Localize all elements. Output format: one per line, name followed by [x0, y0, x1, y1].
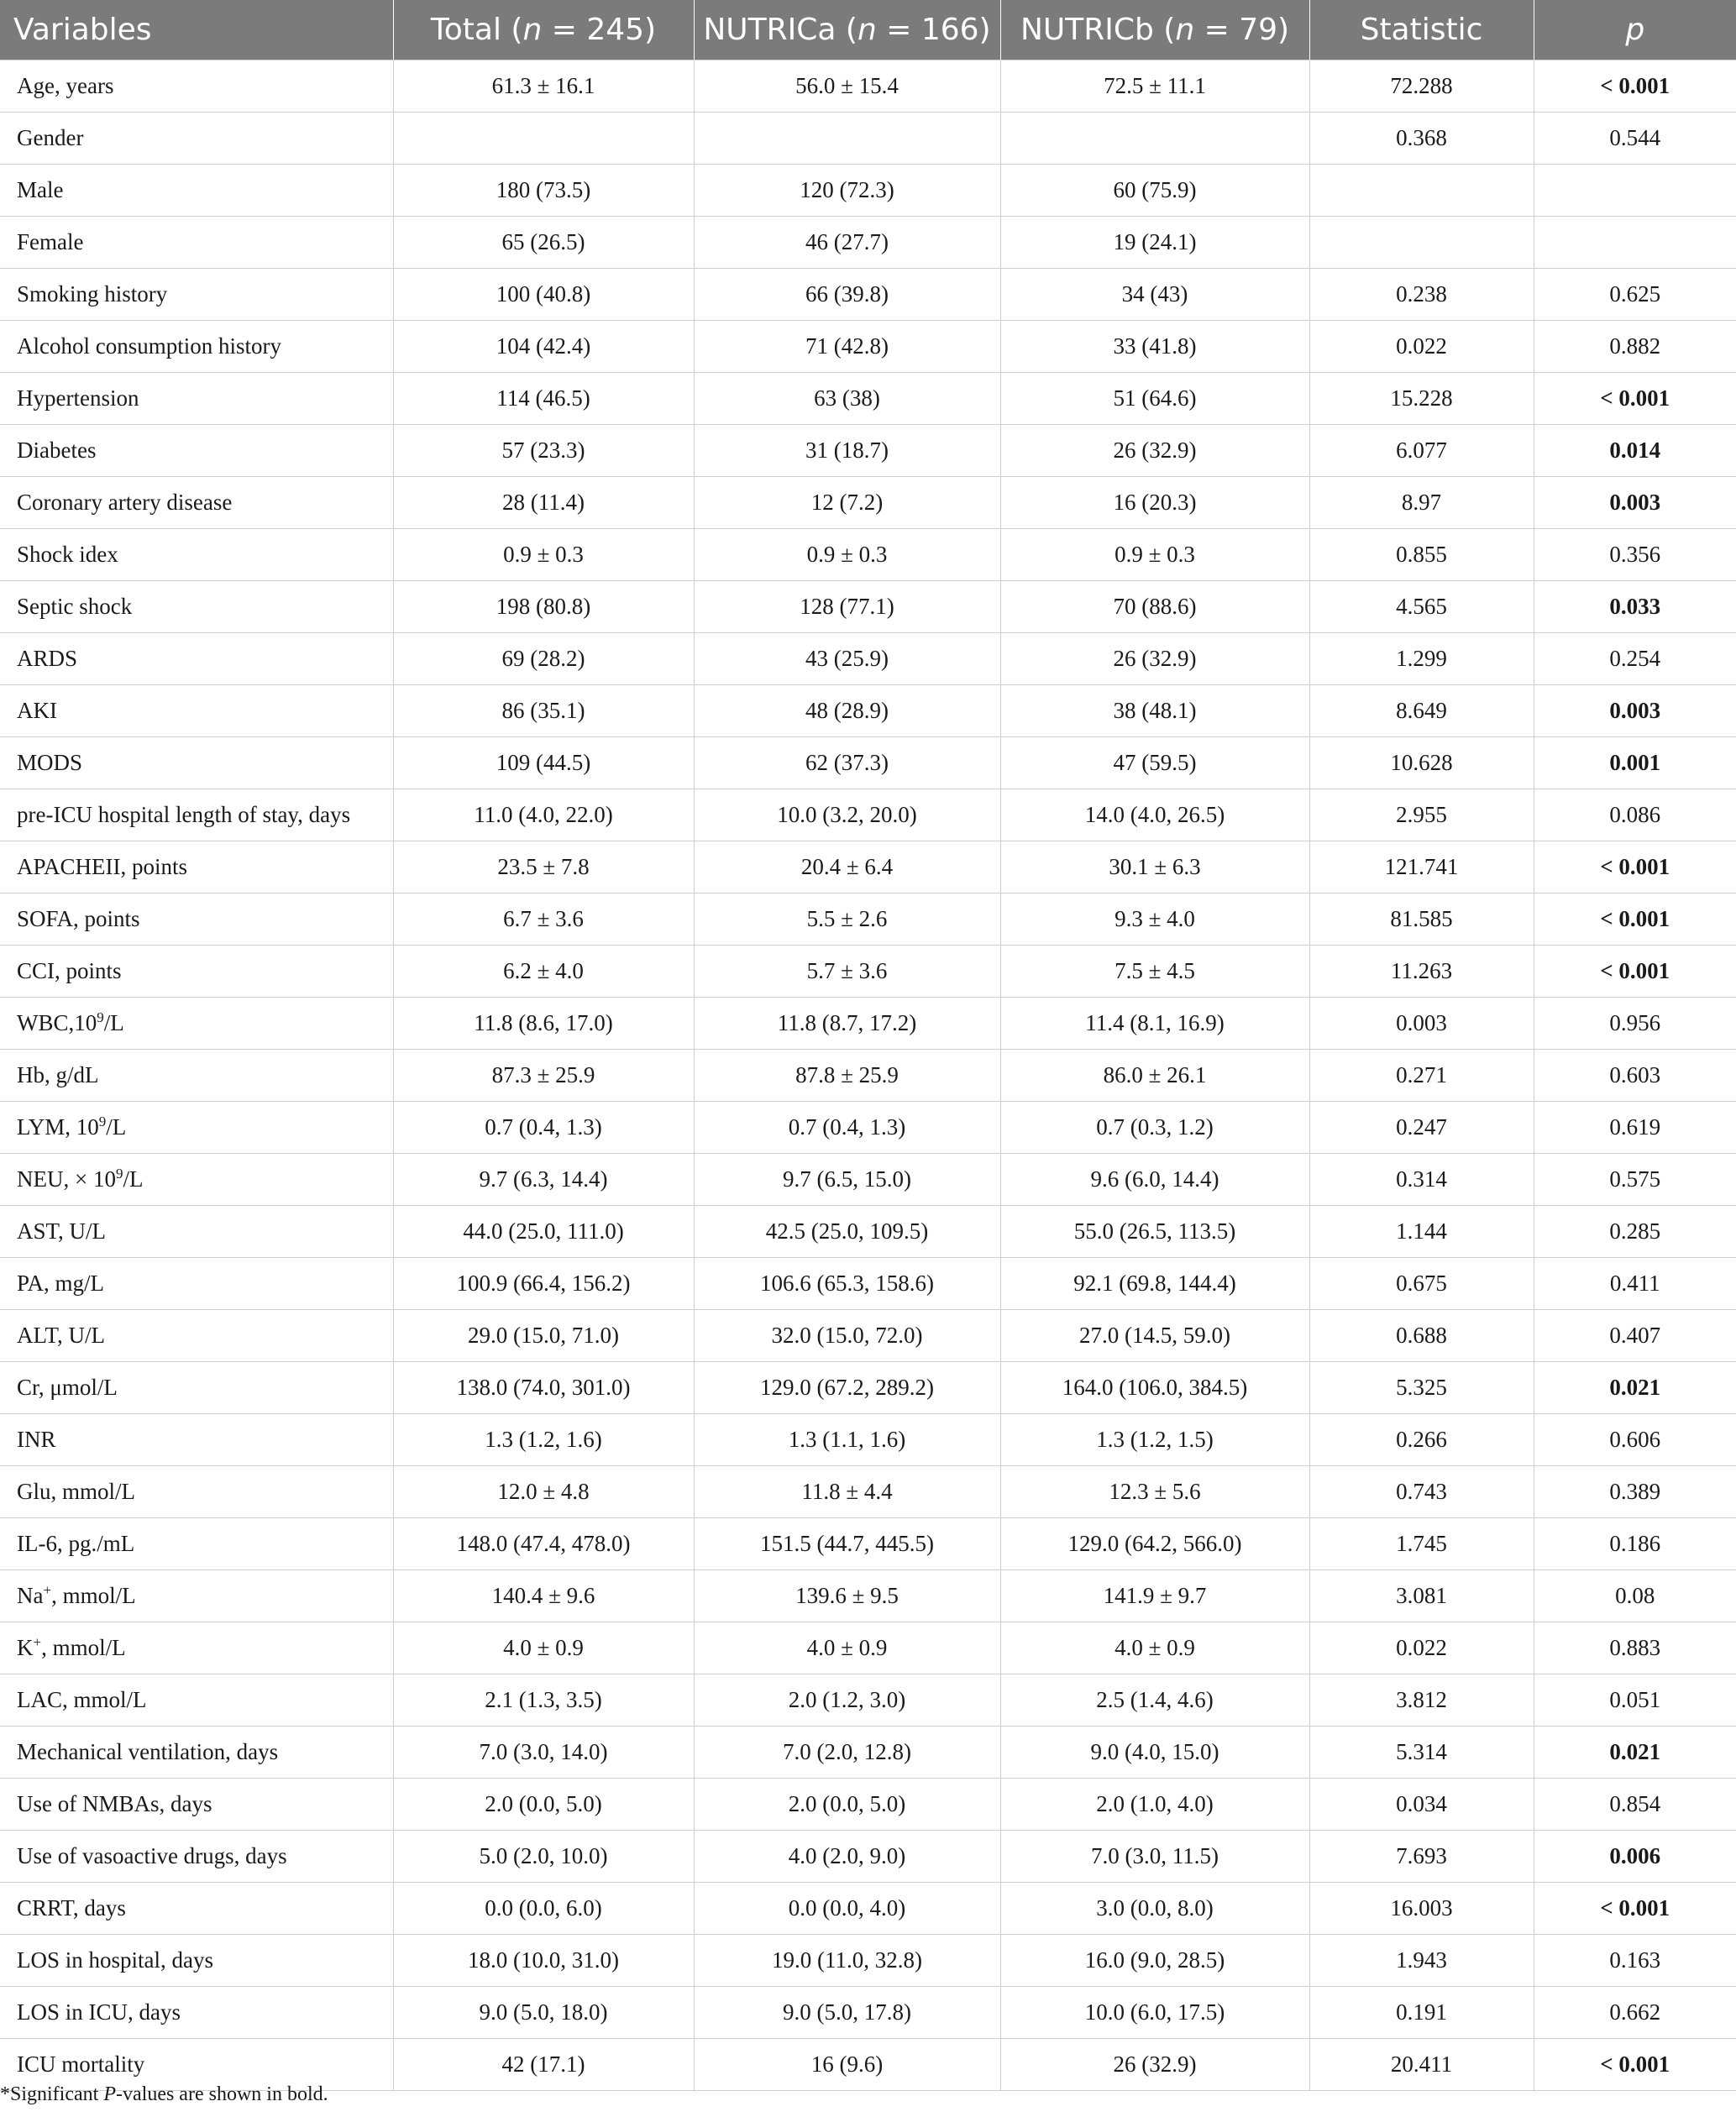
cell-statistic: 1.943 [1309, 1935, 1534, 1987]
cell-statistic: 0.238 [1309, 269, 1534, 321]
cell-total: 0.0 (0.0, 6.0) [393, 1883, 694, 1935]
cell-statistic: 6.077 [1309, 425, 1534, 477]
cell-p: 0.006 [1534, 1831, 1736, 1883]
cell-p: 0.356 [1534, 529, 1736, 581]
cell-p: 0.021 [1534, 1362, 1736, 1414]
cell-nutrica: 66 (39.8) [694, 269, 1000, 321]
cell-statistic: 16.003 [1309, 1883, 1534, 1935]
cell-nutricb: 7.5 ± 4.5 [1000, 946, 1309, 998]
cell-variable: ICU mortality [0, 2039, 393, 2091]
cell-nutrica: 1.3 (1.1, 1.6) [694, 1414, 1000, 1466]
cell-variable: Hb, g/dL [0, 1050, 393, 1102]
cell-variable: PA, mg/L [0, 1258, 393, 1310]
cell-nutrica: 71 (42.8) [694, 321, 1000, 373]
cell-variable: Smoking history [0, 269, 393, 321]
cell-nutrica: 56.0 ± 15.4 [694, 60, 1000, 113]
table-row [0, 737, 1736, 789]
table-row [0, 1466, 1736, 1518]
cell-p: 0.606 [1534, 1414, 1736, 1466]
cell-nutrica: 63 (38) [694, 373, 1000, 425]
cell-nutrica: 106.6 (65.3, 158.6) [694, 1258, 1000, 1310]
cell-nutrica: 5.5 ± 2.6 [694, 893, 1000, 946]
cell-statistic: 5.325 [1309, 1362, 1534, 1414]
cell-p: 0.014 [1534, 425, 1736, 477]
cell-p: 0.051 [1534, 1674, 1736, 1727]
cell-nutricb: 11.4 (8.1, 16.9) [1000, 998, 1309, 1050]
cell-statistic: 72.288 [1309, 60, 1534, 113]
cell-nutrica: 12 (7.2) [694, 477, 1000, 529]
cell-p: 0.854 [1534, 1779, 1736, 1831]
cell-nutrica: 0.7 (0.4, 1.3) [694, 1102, 1000, 1154]
cell-variable: Use of vasoactive drugs, days [0, 1831, 393, 1883]
cell-nutricb: 4.0 ± 0.9 [1000, 1622, 1309, 1674]
cell-total: 57 (23.3) [393, 425, 694, 477]
cell-total: 100.9 (66.4, 156.2) [393, 1258, 694, 1310]
table-row [0, 789, 1736, 841]
cell-nutricb: 9.6 (6.0, 14.4) [1000, 1154, 1309, 1206]
cell-nutricb: 14.0 (4.0, 26.5) [1000, 789, 1309, 841]
cell-total: 12.0 ± 4.8 [393, 1466, 694, 1518]
cell-p: 0.389 [1534, 1466, 1736, 1518]
cell-statistic: 15.228 [1309, 373, 1534, 425]
table-row [0, 841, 1736, 893]
header-row [0, 0, 1736, 60]
cell-total: 198 (80.8) [393, 581, 694, 633]
cell-variable: pre-ICU hospital length of stay, days [0, 789, 393, 841]
table-row [0, 1831, 1736, 1883]
cell-nutrica [694, 113, 1000, 165]
cell-total: 87.3 ± 25.9 [393, 1050, 694, 1102]
cell-statistic: 0.688 [1309, 1310, 1534, 1362]
cell-p: 0.186 [1534, 1518, 1736, 1570]
table-row [0, 373, 1736, 425]
cell-nutrica: 151.5 (44.7, 445.5) [694, 1518, 1000, 1570]
table-row [0, 633, 1736, 685]
table-row [0, 1258, 1736, 1310]
cell-statistic [1309, 165, 1534, 217]
cell-statistic: 11.263 [1309, 946, 1534, 998]
cell-variable: NEU, × $10^9/L$ [0, 1154, 393, 1206]
cell-nutrica: 7.0 (2.0, 12.8) [694, 1727, 1000, 1779]
table-row [0, 113, 1736, 165]
cell-total: 2.1 (1.3, 3.5) [393, 1674, 694, 1727]
cell-nutrica: 5.7 ± 3.6 [694, 946, 1000, 998]
cell-nutricb: 1.3 (1.2, 1.5) [1000, 1414, 1309, 1466]
cell-nutricb: 0.9 ± 0.3 [1000, 529, 1309, 581]
cell-nutricb: 38 (48.1) [1000, 685, 1309, 737]
cell-p: < 0.001 [1534, 946, 1736, 998]
cell-variable: Cr, μmol/L [0, 1362, 393, 1414]
cell-statistic: 1.144 [1309, 1206, 1534, 1258]
cell-total: 114 (46.5) [393, 373, 694, 425]
cell-p: 0.021 [1534, 1727, 1736, 1779]
cell-p: 0.033 [1534, 581, 1736, 633]
cell-nutricb: 27.0 (14.5, 59.0) [1000, 1310, 1309, 1362]
cell-nutricb: 51 (64.6) [1000, 373, 1309, 425]
cell-total: 100 (40.8) [393, 269, 694, 321]
cell-variable: Gender [0, 113, 393, 165]
cell-variable: Age, years [0, 60, 393, 113]
cell-nutrica: 16 (9.6) [694, 2039, 1000, 2091]
cell-statistic: 8.649 [1309, 685, 1534, 737]
table-row [0, 1206, 1736, 1258]
cell-nutricb: 70 (88.6) [1000, 581, 1309, 633]
table-row [0, 1518, 1736, 1570]
cell-nutricb: 9.0 (4.0, 15.0) [1000, 1727, 1309, 1779]
cell-statistic: 0.191 [1309, 1987, 1534, 2039]
cell-total: 11.0 (4.0, 22.0) [393, 789, 694, 841]
table-row [0, 946, 1736, 998]
cell-nutrica: 120 (72.3) [694, 165, 1000, 217]
cell-p: 0.625 [1534, 269, 1736, 321]
table-row [0, 893, 1736, 946]
cell-nutricb: 26 (32.9) [1000, 2039, 1309, 2091]
cell-nutrica: 32.0 (15.0, 72.0) [694, 1310, 1000, 1362]
cell-variable: LOS in ICU, days [0, 1987, 393, 2039]
cell-nutrica: 46 (27.7) [694, 217, 1000, 269]
cell-nutricb: 30.1 ± 6.3 [1000, 841, 1309, 893]
cell-total: 5.0 (2.0, 10.0) [393, 1831, 694, 1883]
cell-nutricb: 12.3 ± 5.6 [1000, 1466, 1309, 1518]
cell-nutrica: 0.0 (0.0, 4.0) [694, 1883, 1000, 1935]
cell-total: 42 (17.1) [393, 2039, 694, 2091]
cell-variable: K+, mmol/L [0, 1622, 393, 1674]
cell-p: 0.619 [1534, 1102, 1736, 1154]
cell-total: 104 (42.4) [393, 321, 694, 373]
table-row [0, 685, 1736, 737]
cell-nutricb: 3.0 (0.0, 8.0) [1000, 1883, 1309, 1935]
cell-statistic: 0.743 [1309, 1466, 1534, 1518]
cell-p: 0.883 [1534, 1622, 1736, 1674]
cell-p: 0.544 [1534, 113, 1736, 165]
cell-nutrica: 4.0 (2.0, 9.0) [694, 1831, 1000, 1883]
cell-p: 0.575 [1534, 1154, 1736, 1206]
cell-total: 138.0 (74.0, 301.0) [393, 1362, 694, 1414]
cell-variable: Female [0, 217, 393, 269]
cell-p: 0.603 [1534, 1050, 1736, 1102]
table-row [0, 60, 1736, 113]
cell-statistic: 8.97 [1309, 477, 1534, 529]
cell-statistic: 5.314 [1309, 1727, 1534, 1779]
cell-statistic: 0.266 [1309, 1414, 1534, 1466]
cell-total: 0.7 (0.4, 1.3) [393, 1102, 694, 1154]
cell-statistic: 10.628 [1309, 737, 1534, 789]
table-row [0, 1362, 1736, 1414]
table-row [0, 269, 1736, 321]
cell-statistic: 3.812 [1309, 1674, 1534, 1727]
cell-p: < 0.001 [1534, 373, 1736, 425]
header-statistic: Statistic [1309, 0, 1534, 60]
cell-nutricb: 10.0 (6.0, 17.5) [1000, 1987, 1309, 2039]
cell-p: 0.285 [1534, 1206, 1736, 1258]
table-row [0, 1987, 1736, 2039]
cell-nutricb: 55.0 (26.5, 113.5) [1000, 1206, 1309, 1258]
cell-statistic: 1.299 [1309, 633, 1534, 685]
cell-nutricb: 16 (20.3) [1000, 477, 1309, 529]
cell-total [393, 113, 694, 165]
cell-nutrica: 2.0 (0.0, 5.0) [694, 1779, 1000, 1831]
cell-variable: Na+, mmol/L [0, 1570, 393, 1622]
cell-total: 180 (73.5) [393, 165, 694, 217]
table-row [0, 321, 1736, 373]
cell-statistic: 0.855 [1309, 529, 1534, 581]
cell-total: 140.4 ± 9.6 [393, 1570, 694, 1622]
header-nutrica: NUTRICa (n = 166) [694, 0, 1000, 60]
cell-variable: INR [0, 1414, 393, 1466]
cell-nutrica: 128 (77.1) [694, 581, 1000, 633]
cell-nutrica: 4.0 ± 0.9 [694, 1622, 1000, 1674]
cell-statistic: 0.247 [1309, 1102, 1534, 1154]
cell-total: 2.0 (0.0, 5.0) [393, 1779, 694, 1831]
cell-variable: CCI, points [0, 946, 393, 998]
table-row [0, 1414, 1736, 1466]
cell-nutrica: 9.7 (6.5, 15.0) [694, 1154, 1000, 1206]
cell-statistic: 0.034 [1309, 1779, 1534, 1831]
cell-statistic [1309, 217, 1534, 269]
cell-p: < 0.001 [1534, 1883, 1736, 1935]
cell-nutricb: 60 (75.9) [1000, 165, 1309, 217]
cell-total: 6.2 ± 4.0 [393, 946, 694, 998]
cell-variable: MODS [0, 737, 393, 789]
table-body [0, 60, 1736, 2091]
cell-p: 0.003 [1534, 685, 1736, 737]
cell-nutrica: 10.0 (3.2, 20.0) [694, 789, 1000, 841]
cell-variable: SOFA, points [0, 893, 393, 946]
cell-nutrica: 62 (37.3) [694, 737, 1000, 789]
cell-variable: Shock idex [0, 529, 393, 581]
table-row [0, 1622, 1736, 1674]
cell-nutricb: 33 (41.8) [1000, 321, 1309, 373]
cell-total: 28 (11.4) [393, 477, 694, 529]
cell-statistic: 0.368 [1309, 113, 1534, 165]
cell-nutricb: 0.7 (0.3, 1.2) [1000, 1102, 1309, 1154]
cell-total: 61.3 ± 16.1 [393, 60, 694, 113]
cell-p [1534, 217, 1736, 269]
cell-statistic: 0.314 [1309, 1154, 1534, 1206]
cell-nutricb: 19 (24.1) [1000, 217, 1309, 269]
cell-nutrica: 129.0 (67.2, 289.2) [694, 1362, 1000, 1414]
table-row [0, 1154, 1736, 1206]
cell-statistic: 0.022 [1309, 321, 1534, 373]
table-row [0, 165, 1736, 217]
cell-nutricb: 9.3 ± 4.0 [1000, 893, 1309, 946]
cell-nutrica: 20.4 ± 6.4 [694, 841, 1000, 893]
cell-nutricb: 26 (32.9) [1000, 425, 1309, 477]
cell-total: 86 (35.1) [393, 685, 694, 737]
cell-statistic: 3.081 [1309, 1570, 1534, 1622]
cell-nutricb: 34 (43) [1000, 269, 1309, 321]
cell-total: 65 (26.5) [393, 217, 694, 269]
cell-p: 0.003 [1534, 477, 1736, 529]
cell-nutrica: 43 (25.9) [694, 633, 1000, 685]
cell-nutricb: 86.0 ± 26.1 [1000, 1050, 1309, 1102]
cell-total: 109 (44.5) [393, 737, 694, 789]
cell-nutricb: 129.0 (64.2, 566.0) [1000, 1518, 1309, 1570]
cell-nutricb: 141.9 ± 9.7 [1000, 1570, 1309, 1622]
table-row [0, 529, 1736, 581]
cell-nutrica: 48 (28.9) [694, 685, 1000, 737]
cell-statistic: 7.693 [1309, 1831, 1534, 1883]
cell-nutricb: 92.1 (69.8, 144.4) [1000, 1258, 1309, 1310]
cell-variable: Septic shock [0, 581, 393, 633]
cell-variable: Hypertension [0, 373, 393, 425]
cell-nutricb: 16.0 (9.0, 28.5) [1000, 1935, 1309, 1987]
cell-nutrica: 42.5 (25.0, 109.5) [694, 1206, 1000, 1258]
table-row [0, 217, 1736, 269]
cell-variable: ARDS [0, 633, 393, 685]
cell-p: 0.08 [1534, 1570, 1736, 1622]
cell-total: 18.0 (10.0, 31.0) [393, 1935, 694, 1987]
cell-nutricb: 72.5 ± 11.1 [1000, 60, 1309, 113]
table-row [0, 1935, 1736, 1987]
cell-total: 23.5 ± 7.8 [393, 841, 694, 893]
cell-nutrica: 87.8 ± 25.9 [694, 1050, 1000, 1102]
cell-statistic: 81.585 [1309, 893, 1534, 946]
cell-total: 69 (28.2) [393, 633, 694, 685]
cell-statistic: 0.271 [1309, 1050, 1534, 1102]
table-row [0, 1883, 1736, 1935]
cell-p: < 0.001 [1534, 60, 1736, 113]
cell-total: 0.9 ± 0.3 [393, 529, 694, 581]
cell-nutricb: 2.0 (1.0, 4.0) [1000, 1779, 1309, 1831]
cell-nutrica: 9.0 (5.0, 17.8) [694, 1987, 1000, 2039]
cell-p: 0.956 [1534, 998, 1736, 1050]
cell-total: 11.8 (8.6, 17.0) [393, 998, 694, 1050]
cell-nutrica: 139.6 ± 9.5 [694, 1570, 1000, 1622]
cell-variable: IL-6, pg./mL [0, 1518, 393, 1570]
cell-nutrica: 11.8 ± 4.4 [694, 1466, 1000, 1518]
cell-variable: Alcohol consumption history [0, 321, 393, 373]
header-variables: Variables [0, 0, 393, 60]
table-row [0, 1050, 1736, 1102]
cell-variable: CRRT, days [0, 1883, 393, 1935]
cell-variable: LOS in hospital, days [0, 1935, 393, 1987]
cell-total: 148.0 (47.4, 478.0) [393, 1518, 694, 1570]
cell-statistic: 2.955 [1309, 789, 1534, 841]
cell-p: 0.411 [1534, 1258, 1736, 1310]
cell-p: 0.882 [1534, 321, 1736, 373]
cell-statistic: 1.745 [1309, 1518, 1534, 1570]
cell-p: 0.086 [1534, 789, 1736, 841]
cell-variable: Male [0, 165, 393, 217]
cell-variable: Use of NMBAs, days [0, 1779, 393, 1831]
cell-variable: LAC, mmol/L [0, 1674, 393, 1727]
cell-variable: AKI [0, 685, 393, 737]
cell-p [1534, 165, 1736, 217]
header-nutricb: NUTRICb (n = 79) [1000, 0, 1309, 60]
header-total: Total (n = 245) [393, 0, 694, 60]
cell-total: 9.7 (6.3, 14.4) [393, 1154, 694, 1206]
cell-statistic: 4.565 [1309, 581, 1534, 633]
cell-p: 0.254 [1534, 633, 1736, 685]
cell-p: 0.407 [1534, 1310, 1736, 1362]
cell-statistic: 121.741 [1309, 841, 1534, 893]
cell-nutricb: 2.5 (1.4, 4.6) [1000, 1674, 1309, 1727]
table-row [0, 1102, 1736, 1154]
table-row [0, 1779, 1736, 1831]
cell-variable: LYM, $10^9/L$ [0, 1102, 393, 1154]
cell-p: < 0.001 [1534, 893, 1736, 946]
table-row [0, 425, 1736, 477]
cell-p: 0.662 [1534, 1987, 1736, 2039]
cell-variable: Mechanical ventilation, days [0, 1727, 393, 1779]
table-row [0, 1310, 1736, 1362]
cell-total: 44.0 (25.0, 111.0) [393, 1206, 694, 1258]
cell-p: < 0.001 [1534, 841, 1736, 893]
cell-p: 0.163 [1534, 1935, 1736, 1987]
table-row [0, 477, 1736, 529]
cell-nutrica: 11.8 (8.7, 17.2) [694, 998, 1000, 1050]
cell-total: 7.0 (3.0, 14.0) [393, 1727, 694, 1779]
cell-statistic: 20.411 [1309, 2039, 1534, 2091]
cell-nutricb: 26 (32.9) [1000, 633, 1309, 685]
cell-nutrica: 19.0 (11.0, 32.8) [694, 1935, 1000, 1987]
footnote: *Significant P-values are shown in bold. [0, 2083, 328, 2105]
table-row [0, 1570, 1736, 1622]
cell-nutrica: 31 (18.7) [694, 425, 1000, 477]
cell-variable: AST, U/L [0, 1206, 393, 1258]
cell-p: < 0.001 [1534, 2039, 1736, 2091]
cell-p: 0.001 [1534, 737, 1736, 789]
cell-variable: Diabetes [0, 425, 393, 477]
cell-nutricb: 47 (59.5) [1000, 737, 1309, 789]
cell-variable: Coronary artery disease [0, 477, 393, 529]
cell-total: 4.0 ± 0.9 [393, 1622, 694, 1674]
table-row [0, 581, 1736, 633]
cell-total: 9.0 (5.0, 18.0) [393, 1987, 694, 2039]
header-p: p [1534, 0, 1736, 60]
table-header [0, 0, 1736, 60]
cell-total: 6.7 ± 3.6 [393, 893, 694, 946]
cell-statistic: 0.003 [1309, 998, 1534, 1050]
table-row [0, 1674, 1736, 1727]
cell-total: 29.0 (15.0, 71.0) [393, 1310, 694, 1362]
cell-variable: Glu, mmol/L [0, 1466, 393, 1518]
cell-nutricb: 164.0 (106.0, 384.5) [1000, 1362, 1309, 1414]
cell-nutrica: 2.0 (1.2, 3.0) [694, 1674, 1000, 1727]
cell-statistic: 0.675 [1309, 1258, 1534, 1310]
cell-statistic: 0.022 [1309, 1622, 1534, 1674]
cell-total: 1.3 (1.2, 1.6) [393, 1414, 694, 1466]
table-row [0, 998, 1736, 1050]
cell-variable: $WBC,10^9/L$ [0, 998, 393, 1050]
cell-nutrica: 0.9 ± 0.3 [694, 529, 1000, 581]
cell-nutricb [1000, 113, 1309, 165]
cell-variable: APACHEII, points [0, 841, 393, 893]
cell-nutricb: 7.0 (3.0, 11.5) [1000, 1831, 1309, 1883]
table-row [0, 1727, 1736, 1779]
cell-variable: ALT, U/L [0, 1310, 393, 1362]
